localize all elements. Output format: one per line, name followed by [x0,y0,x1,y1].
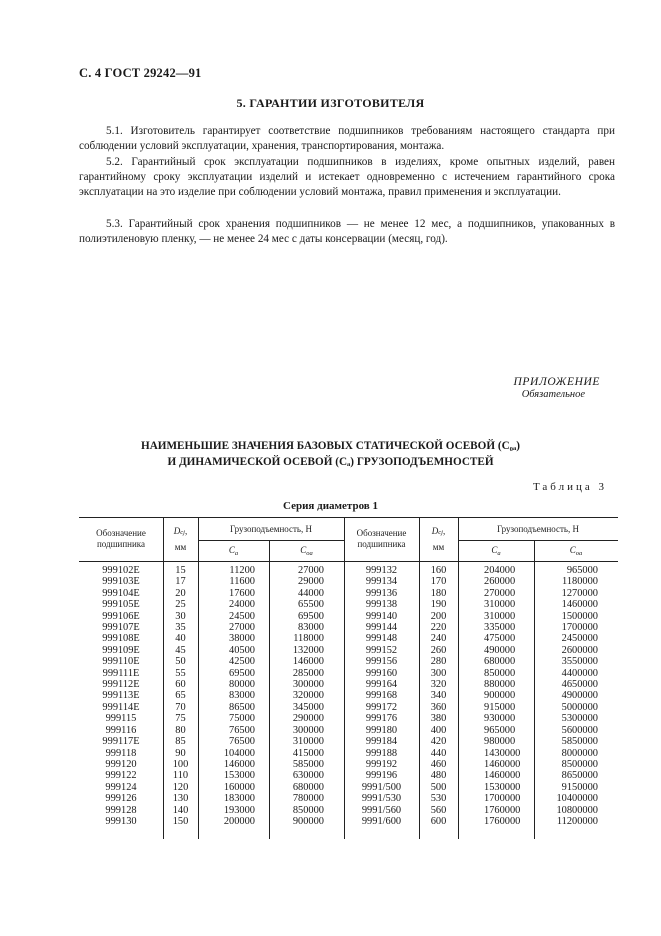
table-cell: 29000 [298,576,324,588]
table-cell: 75 [175,713,186,725]
table-cell: 44000 [298,587,324,599]
table-cell: 140 [172,804,189,816]
table-cell: 999196 [365,770,398,782]
table-cell: 965000 [484,724,516,736]
table-cell: 320 [430,679,447,691]
table-cell: 999102E [102,565,140,576]
table-cell: 90 [175,747,186,759]
table-cell: 85 [175,736,186,748]
table-cell: 999122 [105,770,137,782]
table-cell: 9150000 [561,781,598,793]
table-cell: 999184 [365,736,398,748]
table-top-rule [79,517,618,518]
table-cell: 27000 [229,622,255,634]
header-load-right: Грузоподъемность, Н [496,524,580,534]
table-cell: 204000 [484,565,516,576]
table-cell: 1430000 [484,747,521,759]
table-cell: 900000 [292,815,324,827]
table-cell: 999180 [365,724,398,736]
table-cell: 850000 [292,804,324,816]
col-d-right [419,565,458,827]
table-cell: 160 [430,565,447,576]
table-cell: 999114E [102,701,140,713]
table-cell: 25 [175,599,186,611]
table-cell: 999140 [365,610,398,622]
table-cell: 120 [172,781,189,793]
table-cell: 50 [175,656,186,668]
header-diameter-right: Dcj, мм [431,526,446,552]
table-cell: 600 [430,815,447,827]
table-cell: 5300000 [561,713,598,725]
load-capacity-table [79,517,618,839]
table-cell: 1530000 [484,781,521,793]
table-cell: 2450000 [561,633,598,645]
table-cell: 1760000 [484,815,521,827]
table-cell: 1460000 [484,770,521,782]
table-cell: 130 [172,793,189,805]
right-load-subrule [458,540,618,541]
appendix-status: Обязательное [521,389,585,400]
col-rule [458,517,459,839]
table-cell: 3550000 [561,656,598,668]
table-cell: 9991/600 [361,815,402,827]
table-cell: 170 [430,576,447,588]
table-cell: 999144 [365,622,398,634]
table-cell: 999132 [365,565,398,576]
table-cell: 200000 [223,815,255,827]
header-diameter-left: Dcj, мм [173,526,188,552]
table-cell: 999109E [102,644,140,656]
table-cell: 65 [175,690,186,702]
table-cell: 999152 [365,644,398,656]
table-cell: 630000 [292,770,324,782]
table-cell: 300000 [292,679,324,691]
table-cell: 475000 [484,633,516,645]
header-designation-right: Обозначение подшипника [356,528,407,549]
table-cell: 80000 [229,679,255,691]
table-cell: 9991/500 [361,781,402,793]
table-cell: 999106E [102,610,140,622]
table-cell: 75000 [229,713,255,725]
table-cell: 999105E [102,599,140,611]
table-cell: 999168 [365,690,398,702]
table-cell: 310000 [484,610,516,622]
table-cell: 999118 [105,747,137,759]
col-designation-left [79,565,163,827]
table-cell: 86500 [229,701,255,713]
table-cell: 999172 [365,701,398,713]
table-cell: 980000 [484,736,516,748]
header-bottom-rule [79,561,618,562]
table-cell: 300000 [292,724,324,736]
table-cell: 20 [175,587,186,599]
table-cell: 999115 [105,713,137,725]
col-designation-right [344,565,419,827]
table-cell: 999160 [365,667,398,679]
col-ca-right [484,565,534,827]
table-cell: 69500 [229,667,255,679]
table-cell: 400 [430,724,447,736]
table-cell: 69500 [298,610,324,622]
table-cell: 24000 [229,599,255,611]
table-cell: 42500 [229,656,255,668]
table-cell: 360 [430,701,447,713]
paragraph-5-1: 5.1. Изготовитель гарантирует соответствие подшипников требованиям настоящего стандарта при соблюдении условий эксплуатации, хранения, транспортирования, монтажа. [79,125,615,153]
table-cell: 70 [175,701,186,713]
table-cell: 55 [175,667,186,679]
table-cell: 460 [430,758,447,770]
table-cell: 60 [175,679,186,691]
table-cell: 1460000 [561,599,598,611]
table-cell: 4650000 [561,679,598,691]
table-cell: 999124 [105,781,137,793]
table-cell: 146000 [223,758,255,770]
table-cell: 8000000 [561,747,598,759]
table-cell: 480 [430,770,447,782]
appendix-title-line2: И ДИНАМИЧЕСКОЙ ОСЕВОЙ (Cₐ) ГРУЗОПОДЪЕМНОСТЕЙ [167,455,494,468]
table-cell: 180 [430,587,447,599]
table-cell: 560 [430,804,447,816]
table-cell: 240 [430,633,447,645]
table-cell: 9991/530 [361,793,402,805]
table-cell: 965000 [566,565,598,576]
table-cell: 1700000 [484,793,521,805]
table-cell: 150 [172,815,189,827]
table-cell: 193000 [223,804,255,816]
table-cell: 1500000 [561,610,598,622]
table-label: Таблица 3 [532,481,607,493]
table-cell: 83000 [298,622,324,634]
table-cell: 4900000 [561,690,598,702]
table-cell: 183000 [223,793,255,805]
col-coa-right [534,565,598,827]
section-title: 5. ГАРАНТИИ ИЗГОТОВИТЕЛЯ [236,96,425,110]
header-designation-left: Обозначение подшипника [96,528,146,549]
table-cell: 530 [430,793,447,805]
table-cell: 260000 [484,576,516,588]
table-cell: 680000 [484,656,516,668]
table-cell: 45 [175,644,186,656]
table-cell: 40500 [229,644,255,656]
table-cell: 30 [175,610,186,622]
table-cell: 999113E [102,690,140,702]
table-cell: 190 [430,599,447,611]
table-cell: 850000 [484,667,516,679]
table-cell: 999148 [365,633,398,645]
table-cell: 65500 [298,599,324,611]
table-cell: 999192 [365,758,398,770]
page-header: С. 4 ГОСТ 29242—91 [79,66,202,80]
table-cell: 420 [430,736,447,748]
table-cell: 1460000 [484,758,521,770]
table-cell: 4400000 [561,667,598,679]
table-cell: 5000000 [561,701,598,713]
table-cell: 999107E [102,622,140,634]
table-cell: 999111E [102,667,140,679]
table-cell: 999126 [105,793,137,805]
table-cell: 260 [430,644,447,656]
table-cell: 999134 [365,576,398,588]
table-cell: 999156 [365,656,398,668]
table-cell: 10400000 [556,793,598,805]
table-cell: 100 [172,758,189,770]
table-cell: 345000 [292,701,324,713]
table-cell: 35 [175,622,186,634]
table-cell: 490000 [484,644,516,656]
table-cell: 310000 [484,599,516,611]
table-cell: 10800000 [556,804,598,816]
appendix-label: ПРИЛОЖЕНИЕ [513,376,600,388]
table-cell: 999108E [102,633,140,645]
header-coa-left: $C_{oa}$ [300,545,313,557]
table-cell: 200 [430,610,447,622]
table-cell: 11600 [229,576,255,588]
header-ca-right: $C_a$ [491,545,501,557]
table-cell: 280 [430,656,447,668]
table-cell: 680000 [292,781,324,793]
table-cell: 270000 [484,587,516,599]
table-cell: 415000 [292,747,324,759]
table-cell: 380 [430,713,447,725]
paragraph-5-3: 5.3. Гарантийный срок хранения подшипников — не менее 12 мес, а подшипников, упакованных в полиэтиленовую пленку, — не менее 24 мес с даты консервации (месяц, год). [79,218,615,246]
table-cell: 9991/560 [361,804,402,816]
col-ca-left [198,565,255,827]
table-cell: 999112E [102,679,140,691]
table-cell: 335000 [484,622,516,634]
table-cell: 15 [175,565,186,576]
table-cell: 999136 [365,587,398,599]
table-cell: 5850000 [561,736,598,748]
table-cell: 880000 [484,679,516,691]
table-cell: 8650000 [561,770,598,782]
col-coa-left [269,565,324,827]
table-cell: 11200 [229,565,255,576]
table-cell: 76500 [229,724,255,736]
col-d-left [163,565,198,827]
table-cell: 2600000 [561,644,598,656]
appendix-title-line1: НАИМЕНЬШИЕ ЗНАЧЕНИЯ БАЗОВЫХ СТАТИЧЕСКОЙ ОСЕВОЙ (C₀ₐ) [141,440,520,452]
table-cell: 999138 [365,599,398,611]
table-cell: 118000 [293,633,324,645]
table-cell: 5600000 [561,724,598,736]
table-cell: 999104E [102,587,140,599]
table-cell: 780000 [292,793,324,805]
paragraph-5-2: 5.2. Гарантийный срок эксплуатации подшипников в изделиях, кроме опытных изделий, равен гарантийному сроку эксплуатации изделий и истекает одновременно с истечением гарантийного срока эксплуатации на это изделие при соблюдении условий монтажа, правил применения и эксплуатации. [79,156,615,199]
table-cell: 8500000 [561,758,598,770]
table-cell: 83000 [229,690,255,702]
table-cell: 76500 [229,736,255,748]
table-cell: 300 [430,667,447,679]
table-cell: 999130 [105,815,137,827]
table-cell: 24500 [229,610,255,622]
table-cell: 320000 [292,690,324,702]
table-cell: 999116 [105,724,137,736]
table-cell: 146000 [292,656,324,668]
table-cell: 1760000 [484,804,521,816]
left-load-subrule [198,540,344,541]
table-cell: 999103E [102,576,140,588]
table-cell: 220 [430,622,447,634]
table-cell: 153000 [223,770,255,782]
table-cell: 104000 [223,747,255,759]
series-caption: Серия диаметров 1 [283,500,378,512]
header-coa-right: $C_{oa}$ [569,545,583,557]
table-cell: 340 [430,690,447,702]
table-cell: 999128 [105,804,137,816]
table-cell: 1700000 [561,622,598,634]
table-cell: 999120 [105,758,137,770]
table-cell: 80 [175,724,186,736]
table-cell: 500 [430,781,447,793]
table-cell: 17600 [229,587,255,599]
table-cell: 999164 [365,679,398,691]
table-cell: 110 [172,770,189,782]
table-cell: 999188 [365,747,398,759]
table-cell: 1270000 [561,587,598,599]
appendix-title [0,439,661,470]
table-cell: 999110E [102,656,140,668]
table-cell: 585000 [292,758,324,770]
table-cell: 17 [175,576,186,588]
table-cell: 310000 [292,736,324,748]
table-cell: 915000 [484,701,516,713]
table-cell: 1180000 [562,576,598,588]
table-cell: 285000 [292,667,324,679]
table-cell: 40 [175,633,186,645]
header-ca-left: $C_a$ [228,545,239,557]
table-cell: 999176 [365,713,398,725]
table-cell: 160000 [223,781,255,793]
table-cell: 900000 [484,690,516,702]
table-cell: 27000 [298,565,324,576]
table-cell: 999117E [102,736,140,748]
table-cell: 440 [430,747,447,759]
header-load-left: Грузоподъемность, Н [229,524,313,534]
table-cell: 38000 [229,633,255,645]
table-cell: 930000 [484,713,516,725]
table-cell: 11200000 [556,815,598,827]
table-cell: 290000 [292,713,324,725]
table-cell: 132000 [292,644,324,656]
